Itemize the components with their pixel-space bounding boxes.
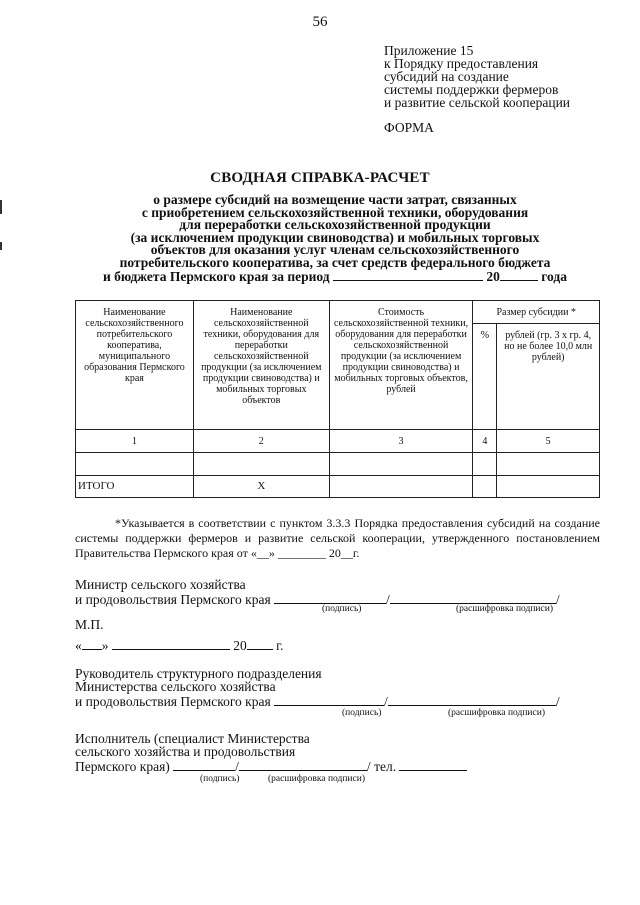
header-cost: Стоимость сельскохозяйственной техники, оборудования для переработки сельскохозяйственной продукции (за исключением продукции свиноводства) и мобильных торговых объектов, рублей bbox=[329, 301, 473, 430]
tel-label: тел. bbox=[374, 759, 397, 774]
subtitle-line: (за исключением продукции свиноводства) и мобильных торговых bbox=[130, 229, 540, 245]
period-year: 20 bbox=[486, 269, 500, 284]
head-title-line3: и продовольствия Пермского края / / bbox=[75, 694, 560, 709]
form-label: ФОРМА bbox=[384, 120, 434, 135]
table-cell[interactable] bbox=[473, 453, 497, 476]
head-decode-caption: (расшифровка подписи) bbox=[448, 708, 545, 718]
executor-decode-caption: (расшифровка подписи) bbox=[268, 774, 365, 784]
header-cooperative: Наименование сельскохозяйственного потребительского кооператива, муниципального образования Пермского края bbox=[76, 301, 194, 430]
scan-artifact bbox=[0, 242, 2, 250]
tel-field[interactable] bbox=[399, 758, 467, 771]
annex-line: системы поддержки фермеров bbox=[384, 82, 559, 97]
minister-title-line1: Министр сельского хозяйства bbox=[75, 577, 246, 592]
col-number: 2 bbox=[193, 430, 329, 453]
subtitle-period-line bbox=[70, 269, 600, 284]
footnote-text: *Указывается в соответствии с пунктом 3.3.3 Порядка предоставления субсидий на создание системы поддержки фермеров и развитие сельской кооперации, утвержденного постановлением Правительства Пермского края от «__» ________ 20__г. bbox=[75, 516, 600, 560]
document-subtitle bbox=[70, 194, 600, 284]
col-number: 1 bbox=[76, 430, 194, 453]
header-equipment: Наименование сельскохозяйственной техники, оборудования для переработки сельскохозяйственной продукции (за исключением продукции свиноводства) и мобильных торговых объектов bbox=[193, 301, 329, 430]
annex-line: к Порядку предоставления bbox=[384, 56, 539, 71]
table-header-row bbox=[76, 301, 600, 324]
table-cell[interactable] bbox=[497, 476, 600, 498]
table-cell[interactable] bbox=[473, 476, 497, 498]
executor-decode-field[interactable] bbox=[239, 758, 367, 771]
annex-block bbox=[384, 44, 570, 109]
header-rubles: рублей (гр. 3 х гр. 4, но не более 10,0 млн рублей) bbox=[497, 324, 600, 430]
col-number: 3 bbox=[329, 430, 473, 453]
table-cell[interactable] bbox=[329, 453, 473, 476]
scan-artifact bbox=[0, 200, 2, 214]
subtitle-line: потребительского кооператива, за счет средств федерального бюджета bbox=[119, 254, 551, 270]
year-blank[interactable] bbox=[500, 269, 538, 281]
head-signature-field[interactable] bbox=[274, 693, 384, 706]
table-cell[interactable] bbox=[329, 476, 473, 498]
year-field[interactable] bbox=[247, 637, 273, 650]
table-cell[interactable] bbox=[76, 453, 194, 476]
period-suffix: года bbox=[541, 269, 567, 284]
head-decode-field[interactable] bbox=[388, 693, 556, 706]
stamp-label: М.П. bbox=[75, 617, 104, 632]
executor-title-line3: Пермского края) / / тел. bbox=[75, 758, 467, 773]
executor-sign-caption: (подпись) bbox=[200, 774, 240, 784]
minister-block bbox=[75, 578, 560, 606]
head-title-line1: Руководитель структурного подразделения bbox=[75, 666, 322, 681]
table-number-row bbox=[76, 430, 600, 453]
period-prefix: и бюджета Пермского края за период bbox=[103, 269, 330, 284]
total-x: Х bbox=[193, 476, 329, 498]
period-blank[interactable] bbox=[333, 269, 483, 281]
table-cell[interactable] bbox=[193, 453, 329, 476]
table-cell[interactable] bbox=[497, 453, 600, 476]
executor-title-line1: Исполнитель (специалист Министерства bbox=[75, 731, 310, 746]
annex-line: и развитие сельской кооперации bbox=[384, 95, 571, 110]
minister-decode-caption: (расшифровка подписи) bbox=[456, 604, 553, 614]
executor-signature-field[interactable] bbox=[173, 758, 235, 771]
stamp-date: « » 20 г. bbox=[75, 638, 284, 653]
page-number: 56 bbox=[312, 14, 328, 30]
day-field[interactable] bbox=[82, 637, 102, 650]
annex-line: субсидий на создание bbox=[384, 69, 509, 84]
annex-line: Приложение 15 bbox=[384, 43, 474, 58]
subtitle-line: с приобретением сельскохозяйственной техники, оборудования bbox=[141, 204, 529, 220]
header-percent: % bbox=[473, 324, 497, 430]
document-title: СВОДНАЯ СПРАВКА-РАСЧЕТ bbox=[210, 170, 430, 186]
month-field[interactable] bbox=[112, 637, 230, 650]
col-number: 4 bbox=[473, 430, 497, 453]
subtitle-line: для переработки сельскохозяйственной продукции bbox=[179, 217, 491, 232]
minister-title-line2: и продовольствия Пермского края / / bbox=[75, 592, 560, 607]
executor-block bbox=[75, 732, 467, 773]
minister-decode-field[interactable] bbox=[390, 591, 556, 604]
table-total-row bbox=[76, 476, 600, 498]
footnote bbox=[75, 516, 600, 561]
col-number: 5 bbox=[497, 430, 600, 453]
subtitle-line: объектов для оказания услуг членам сельскохозяйственного bbox=[150, 242, 520, 257]
head-sign-caption: (подпись) bbox=[342, 708, 382, 718]
subsidy-table bbox=[75, 300, 600, 498]
head-title-line2: Министерства сельского хозяйства bbox=[75, 679, 276, 694]
minister-signature-field[interactable] bbox=[274, 591, 386, 604]
minister-sign-caption: (подпись) bbox=[322, 604, 362, 614]
header-subsidy-group: Размер субсидии * bbox=[473, 301, 600, 324]
table-row bbox=[76, 453, 600, 476]
head-block bbox=[75, 667, 560, 708]
executor-title-line2: сельского хозяйства и продовольствия bbox=[75, 744, 296, 759]
stamp-block bbox=[75, 618, 284, 652]
total-label: ИТОГО bbox=[76, 476, 194, 498]
subtitle-line: о размере субсидий на возмещение части затрат, связанных bbox=[153, 192, 517, 207]
